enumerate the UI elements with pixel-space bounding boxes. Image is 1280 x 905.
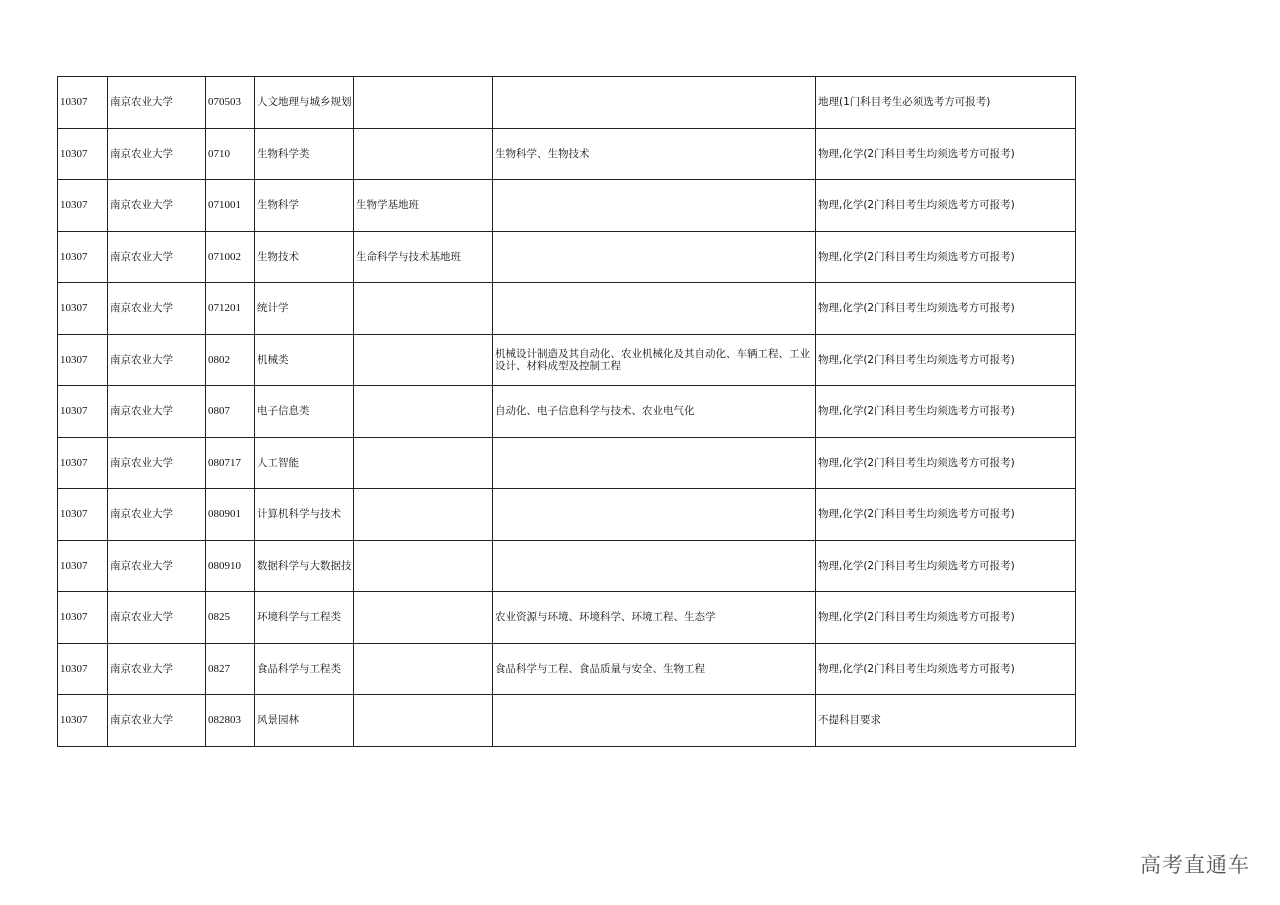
subject-requirement-cell: 不提科目要求 (816, 695, 1076, 747)
table-row (58, 592, 1076, 644)
school-name-cell: 南京农业大学 (108, 334, 206, 386)
school-name-cell: 南京农业大学 (108, 180, 206, 232)
major-code-cell: 0807 (206, 386, 255, 438)
class-note-cell (354, 334, 493, 386)
included-majors-cell: 机械设计制造及其自动化、农业机械化及其自动化、车辆工程、工业设计、材料成型及控制工程 (493, 334, 816, 386)
included-majors-cell: 食品科学与工程、食品质量与安全、生物工程 (493, 643, 816, 695)
table-row (58, 180, 1076, 232)
school-name-cell: 南京农业大学 (108, 231, 206, 283)
major-code-cell: 0710 (206, 128, 255, 180)
major-code-cell: 080717 (206, 437, 255, 489)
school-name-cell: 南京农业大学 (108, 386, 206, 438)
subject-requirement-cell: 物理,化学(2门科目考生均须选考方可报考) (816, 180, 1076, 232)
major-code-cell: 0827 (206, 643, 255, 695)
table-row (58, 386, 1076, 438)
school-code-cell: 10307 (58, 334, 108, 386)
subject-requirement-cell: 物理,化学(2门科目考生均须选考方可报考) (816, 540, 1076, 592)
school-code-cell: 10307 (58, 643, 108, 695)
subject-requirement-cell: 物理,化学(2门科目考生均须选考方可报考) (816, 592, 1076, 644)
table-row (58, 283, 1076, 335)
included-majors-cell (493, 489, 816, 541)
major-code-cell: 080910 (206, 540, 255, 592)
table-row (58, 128, 1076, 180)
major-name-cell: 电子信息类 (255, 386, 354, 438)
school-code-cell: 10307 (58, 540, 108, 592)
school-name-cell: 南京农业大学 (108, 489, 206, 541)
admission-requirements-table (57, 76, 1076, 747)
subject-requirement-cell: 地理(1门科目考生必须选考方可报考) (816, 77, 1076, 129)
table-row (58, 437, 1076, 489)
included-majors-cell (493, 540, 816, 592)
included-majors-cell (493, 77, 816, 129)
major-code-cell: 0802 (206, 334, 255, 386)
school-code-cell: 10307 (58, 592, 108, 644)
included-majors-cell (493, 283, 816, 335)
major-code-cell: 071002 (206, 231, 255, 283)
major-name-cell: 生物科学类 (255, 128, 354, 180)
subject-requirement-cell: 物理,化学(2门科目考生均须选考方可报考) (816, 283, 1076, 335)
class-note-cell (354, 489, 493, 541)
subject-requirement-cell: 物理,化学(2门科目考生均须选考方可报考) (816, 489, 1076, 541)
major-name-cell: 食品科学与工程类 (255, 643, 354, 695)
subject-requirement-cell: 物理,化学(2门科目考生均须选考方可报考) (816, 386, 1076, 438)
major-name-cell: 人工智能 (255, 437, 354, 489)
class-note-cell (354, 386, 493, 438)
subject-requirement-cell: 物理,化学(2门科目考生均须选考方可报考) (816, 643, 1076, 695)
school-name-cell: 南京农业大学 (108, 643, 206, 695)
table-body (58, 77, 1076, 747)
school-code-cell: 10307 (58, 437, 108, 489)
table-row (58, 695, 1076, 747)
included-majors-cell: 生物科学、生物技术 (493, 128, 816, 180)
school-code-cell: 10307 (58, 77, 108, 129)
major-code-cell: 070503 (206, 77, 255, 129)
class-note-cell (354, 540, 493, 592)
school-name-cell: 南京农业大学 (108, 77, 206, 129)
table-row (58, 540, 1076, 592)
table-row (58, 489, 1076, 541)
included-majors-cell (493, 231, 816, 283)
class-note-cell (354, 283, 493, 335)
school-name-cell: 南京农业大学 (108, 283, 206, 335)
major-name-cell: 风景园林 (255, 695, 354, 747)
major-name-cell: 计算机科学与技术 (255, 489, 354, 541)
school-code-cell: 10307 (58, 180, 108, 232)
watermark-logo-text: 高考直通车 (1140, 853, 1250, 877)
major-name-cell: 数据科学与大数据技 (255, 540, 354, 592)
included-majors-cell: 农业资源与环境、环境科学、环境工程、生态学 (493, 592, 816, 644)
table-row (58, 334, 1076, 386)
school-name-cell: 南京农业大学 (108, 592, 206, 644)
table-row (58, 77, 1076, 129)
major-code-cell: 082803 (206, 695, 255, 747)
major-code-cell: 0825 (206, 592, 255, 644)
subject-requirement-cell: 物理,化学(2门科目考生均须选考方可报考) (816, 334, 1076, 386)
school-name-cell: 南京农业大学 (108, 128, 206, 180)
school-code-cell: 10307 (58, 695, 108, 747)
table-row (58, 643, 1076, 695)
subject-requirement-cell: 物理,化学(2门科目考生均须选考方可报考) (816, 128, 1076, 180)
major-name-cell: 环境科学与工程类 (255, 592, 354, 644)
class-note-cell (354, 695, 493, 747)
subject-requirement-cell: 物理,化学(2门科目考生均须选考方可报考) (816, 437, 1076, 489)
school-code-cell: 10307 (58, 128, 108, 180)
class-note-cell (354, 128, 493, 180)
subject-requirement-cell: 物理,化学(2门科目考生均须选考方可报考) (816, 231, 1076, 283)
included-majors-cell: 自动化、电子信息科学与技术、农业电气化 (493, 386, 816, 438)
school-code-cell: 10307 (58, 386, 108, 438)
school-name-cell: 南京农业大学 (108, 437, 206, 489)
school-code-cell: 10307 (58, 489, 108, 541)
major-code-cell: 071001 (206, 180, 255, 232)
major-code-cell: 071201 (206, 283, 255, 335)
included-majors-cell (493, 437, 816, 489)
school-name-cell: 南京农业大学 (108, 540, 206, 592)
major-code-cell: 080901 (206, 489, 255, 541)
major-name-cell: 生物科学 (255, 180, 354, 232)
major-name-cell: 机械类 (255, 334, 354, 386)
class-note-cell: 生命科学与技术基地班 (354, 231, 493, 283)
included-majors-cell (493, 180, 816, 232)
class-note-cell (354, 592, 493, 644)
school-code-cell: 10307 (58, 283, 108, 335)
included-majors-cell (493, 695, 816, 747)
major-name-cell: 人文地理与城乡规划 (255, 77, 354, 129)
class-note-cell (354, 77, 493, 129)
major-name-cell: 生物技术 (255, 231, 354, 283)
class-note-cell (354, 437, 493, 489)
class-note-cell (354, 643, 493, 695)
table-row (58, 231, 1076, 283)
school-code-cell: 10307 (58, 231, 108, 283)
major-name-cell: 统计学 (255, 283, 354, 335)
class-note-cell: 生物学基地班 (354, 180, 493, 232)
school-name-cell: 南京农业大学 (108, 695, 206, 747)
